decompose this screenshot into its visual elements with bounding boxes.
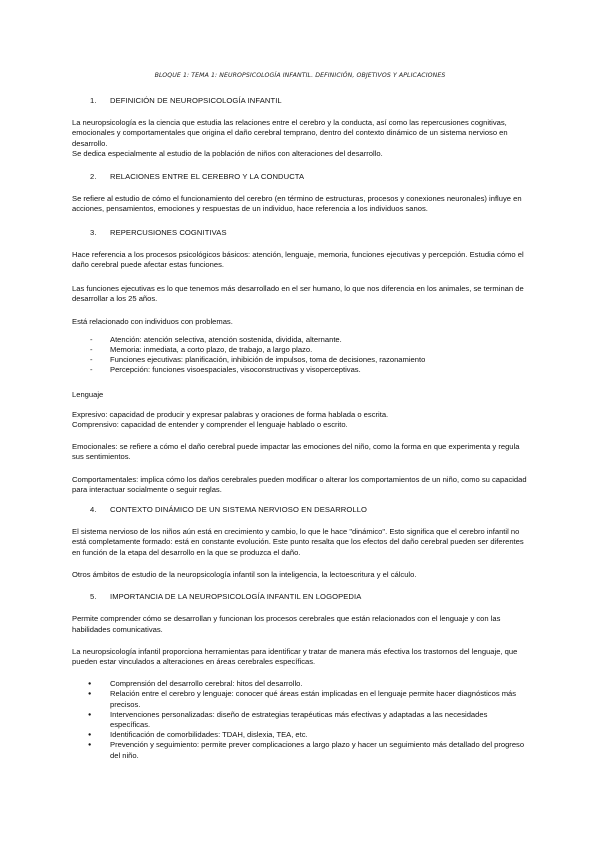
lenguaje-comprensivo: Comprensivo: capacidad de entender y comprender el lenguaje hablado o escrito. (72, 420, 348, 430)
lenguaje-expresivo: Expresivo: capacidad de producir y expresar palabras y oraciones de forma hablada o escrita. (72, 409, 389, 419)
section-4-number: 4. (90, 505, 97, 515)
section-3-paragraph-2: Las funciones ejecutivas es lo que tenemos más desarrollado en el ser humano, lo que nos diferencia en los animales, se terminan de desarrollar a los 25 años. (72, 284, 524, 304)
section-2-heading (90, 172, 528, 182)
section-1-paragraph-1: La neuropsicología es la ciencia que estudia las relaciones entre el cerebro y la conducta, así como las repercusiones cognitivas, emocionales y comportamentales que origina el daño cerebral temprano, dentro del contexto dinámico de un sistema nervioso en desarrollo. (72, 118, 508, 148)
logopedia-benefits-list (72, 679, 528, 761)
section-5-heading (90, 592, 528, 602)
page-header: BLOQUE 1: TEMA 1: NEUROPSICOLOGÍA INFANTIL. DEFINICIÓN, OBJETIVOS Y APLICACIONES (154, 72, 446, 79)
section-1-paragraph-2: Se dedica especialmente al estudio de la población de niños con alteraciones del desarrollo. (72, 148, 383, 158)
list-item: ● Comprensión del desarrollo cerebral: hitos del desarrollo. (72, 679, 528, 689)
section-5-number: 5. (90, 592, 97, 602)
section-3-heading (90, 228, 528, 238)
list-item: ● Prevención y seguimiento: permite prever complicaciones a largo plazo y hacer un seguimiento más detallado del progreso del niño. (72, 740, 528, 760)
section-2-title: RELACIONES ENTRE EL CEREBRO Y LA CONDUCTA (110, 172, 305, 182)
list-item: - Percepción: funciones visoespaciales, visoconstructivas y visoperceptivas. (72, 365, 528, 375)
section-2-paragraph-1: Se refiere al estudio de cómo el funcionamiento del cerebro (en término de estructuras, procesos y conexiones neuronales) influye en acciones, pensamientos, emociones y respuestas de un individuo, hace referencia a los individuos sanos. (72, 194, 522, 214)
section-3-title: REPERCUSIONES COGNITIVAS (110, 227, 227, 237)
section-2-number: 2. (90, 172, 97, 182)
section-4-paragraph-1: El sistema nervioso de los niños aún está en crecimiento y cambio, lo que le hace "dinámico". Esto significa que el cerebro infantil no está completamente formado: está en constante evolución. Este punto resalta que los efectos del daño cerebral pueden ser diferentes en función de la etapa del desarrollo en la que se produzca el daño. (72, 527, 524, 557)
section-3-paragraph-3: Está relacionado con individuos con problemas. (72, 316, 233, 326)
section-4-title: CONTEXTO DINÁMICO DE UN SISTEMA NERVIOSO EN DESARROLLO (110, 505, 368, 515)
document-body (72, 96, 528, 771)
cognitive-functions-list (72, 335, 528, 376)
list-item: ● Identificación de comorbilidades: TDAH, dislexia, TEA, etc. (72, 730, 528, 740)
section-4-heading (90, 505, 528, 515)
section-1-heading (90, 96, 528, 106)
section-3-number: 3. (90, 227, 97, 237)
list-item: - Atención: atención selectiva, atención sostenida, dividida, alternante. (72, 335, 528, 345)
section-5-paragraph-2: La neuropsicología infantil proporciona herramientas para identificar y tratar de manera más efectiva los trastornos del lenguaje, que pueden estar vinculados a alteraciones en áreas cerebrales específicas. (72, 646, 518, 666)
section-5-paragraph-1: Permite comprender cómo se desarrollan y funcionan los procesos cerebrales que están relacionados con el lenguaje y con las habilidades comunicativas. (72, 614, 501, 634)
section-4-paragraph-2: Otros ámbitos de estudio de la neuropsicología infantil son la inteligencia, la lectoescritura y el cálculo. (72, 569, 417, 579)
section-1-title: DEFINICIÓN DE NEUROPSICOLOGÍA INFANTIL (110, 96, 282, 105)
list-item: - Funciones ejecutivas: planificación, inhibición de impulsos, toma de decisiones, razonamiento (72, 355, 528, 365)
list-item: ● Intervenciones personalizadas: diseño de estrategias terapéuticas más efectivas y adaptadas a las necesidades específicas. (72, 710, 528, 730)
section-3-paragraph-1: Hace referencia a los procesos psicológicos básicos: atención, lenguaje, memoria, funciones ejecutivas y percepción. Estudia cómo el daño cerebral puede afectar estas funciones. (72, 249, 524, 270)
section-5-title: IMPORTANCIA DE LA NEUROPSICOLOGÍA INFANTIL EN LOGOPEDIA (110, 592, 362, 602)
lenguaje-heading: Lenguaje (72, 389, 104, 399)
list-item: - Memoria: inmediata, a corto plazo, de trabajo, a largo plazo. (72, 345, 528, 355)
section-1-number: 1. (90, 96, 97, 105)
comportamentales-paragraph: Comportamentales: implica cómo los daños cerebrales pueden modificar o alterar los comportamientos de un niño, como su capacidad para interactuar socialmente o seguir reglas. (72, 474, 527, 494)
emocionales-paragraph: Emocionales: se refiere a cómo el daño cerebral puede impactar las emociones del niño, como la forma en que experimenta y regula sus sentimientos. (72, 442, 520, 462)
list-item: ● Relación entre el cerebro y lenguaje: conocer qué áreas están implicadas en el lenguaje permite hacer diagnósticos más precisos. (72, 689, 528, 709)
